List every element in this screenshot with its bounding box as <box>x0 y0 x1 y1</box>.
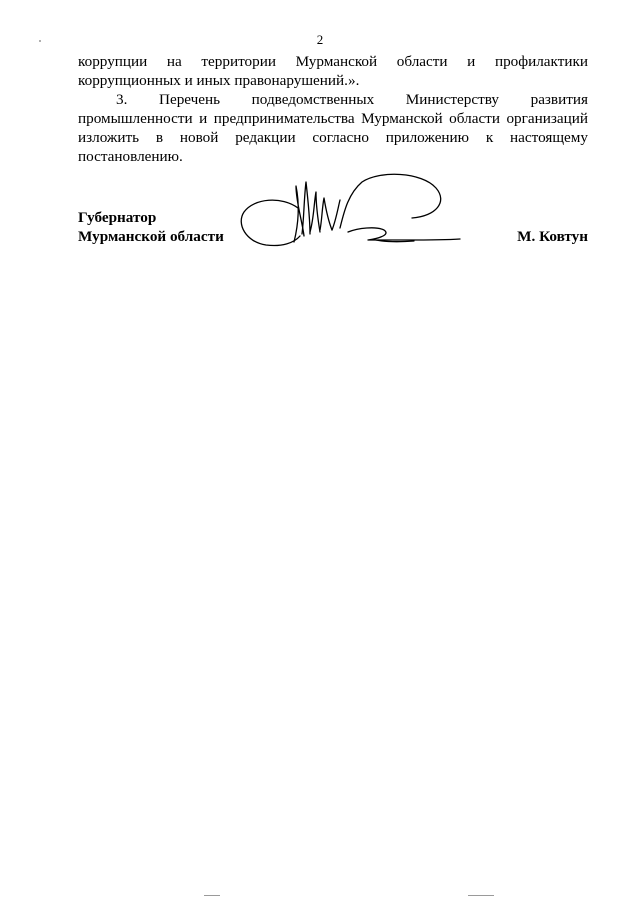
paragraph-item-3 <box>78 90 588 166</box>
document-body <box>78 52 588 166</box>
paragraph-line: постановлению. <box>78 148 183 165</box>
paragraph-line: промышленности и предпринимательства Мурманской области организаций <box>78 110 588 127</box>
signatory-title-line-2: Мурманской области <box>78 228 224 245</box>
footer-scan-line-left <box>204 895 220 896</box>
signatory-name: М. Ковтун <box>517 228 588 245</box>
signatory-title-line-1: Губернатор <box>78 209 157 226</box>
paragraph-continuation <box>78 52 588 90</box>
handwritten-signature <box>236 172 466 256</box>
paragraph-line: изложить в новой редакции согласно приложению к настоящему <box>78 129 588 146</box>
page-number: 2 <box>316 32 324 47</box>
paragraph-line: 3. Перечень подведомственных Министерству развития <box>116 91 588 108</box>
footer-scan-line-right <box>468 895 494 896</box>
paragraph-line: коррупционных и иных правонарушений.». <box>78 72 360 89</box>
paragraph-line: коррупции на территории Мурманской области и профилактики <box>78 53 588 70</box>
